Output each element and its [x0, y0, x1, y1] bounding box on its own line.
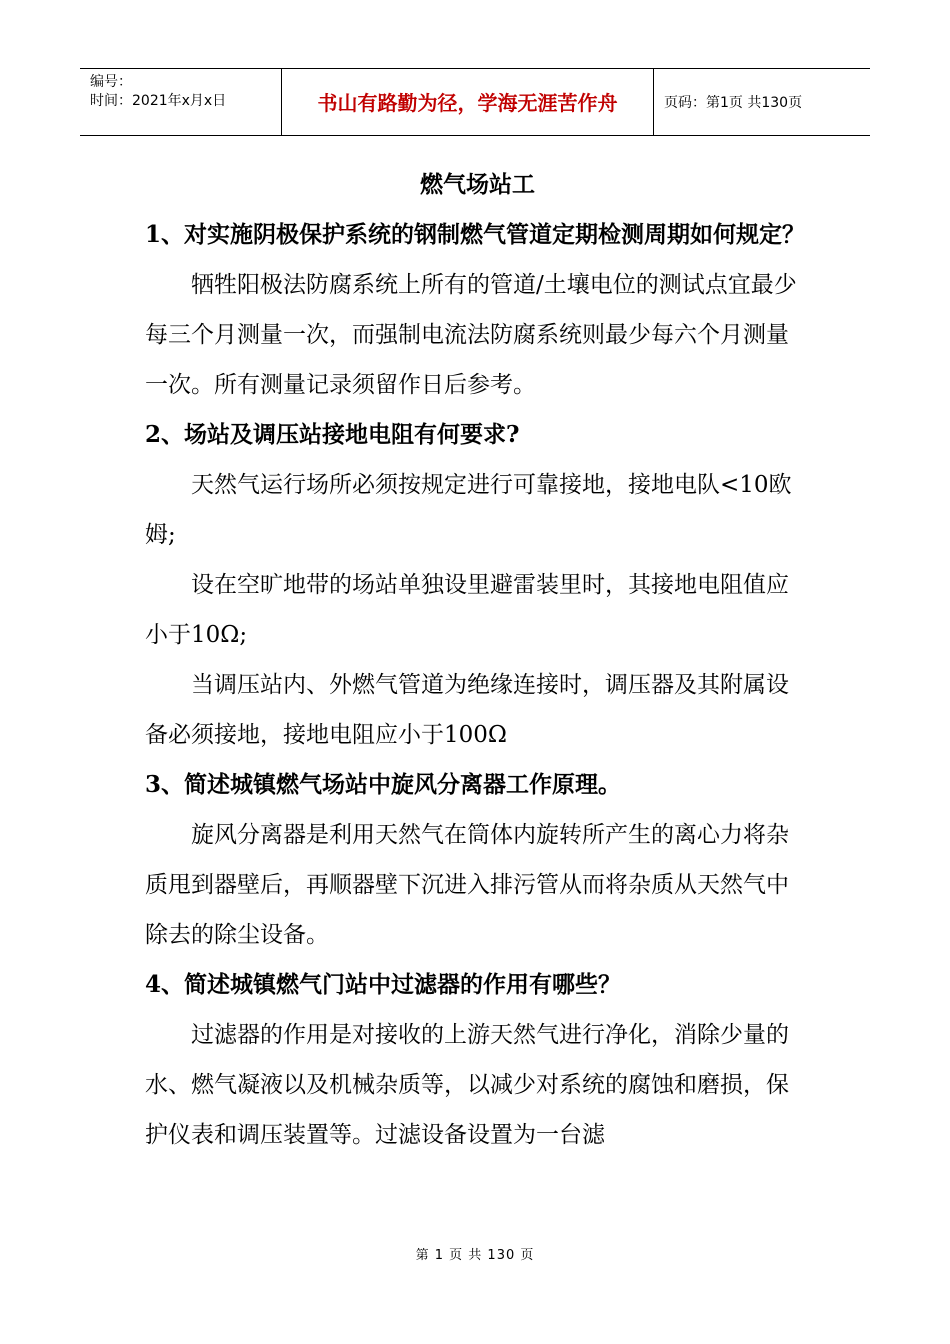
- header-date: 时间：2021年x月x日: [90, 93, 227, 109]
- question-1: 1、对实施阴极保护系统的钢制燃气管道定期检测周期如何规定？: [145, 221, 806, 248]
- question-3: 3、简述城镇燃气场站中旋风分离器工作原理。: [145, 771, 622, 798]
- header-motto: 书山有路勤为径，学海无涯苦作舟: [317, 91, 618, 115]
- answer-3-paragraph-1: 旋风分离器是利用天然气在筒体内旋转所产生的离心力将杂质甩到器壁后，再顺器壁下沉进入排污管从而将杂质从天然气中除去的除尘设备。: [145, 822, 789, 948]
- page-header: [80, 68, 870, 136]
- header-page-info: 页码：第1页 共130页: [664, 95, 803, 111]
- answer-4-paragraph-1: 过滤器的作用是对接收的上游天然气进行净化，消除少量的水、燃气凝液以及机械杂质等，以减少对系统的腐蚀和磨损，保护仪表和调压装置等。过滤设备设置为一台滤: [145, 1022, 789, 1148]
- document-body: [145, 160, 810, 1160]
- question-4: 4、简述城镇燃气门站中过滤器的作用有哪些？: [145, 971, 622, 998]
- page-footer: 第 1 页 共 130 页: [415, 1248, 535, 1263]
- answer-2-paragraph-2: 设在空旷地带的场站单独设里避雷装里时，其接地电阻值应小于10Ω;: [145, 572, 789, 648]
- question-2: 2、场站及调压站接地电阻有何要求?: [145, 421, 520, 448]
- header-meta: [80, 69, 282, 135]
- answer-1-paragraph-1: 牺牲阳极法防腐系统上所有的管道/土壤电位的测试点宜最少每三个月测量一次，而强制电流法防腐系统则最少每六个月测量一次。所有测量记录须留作日后参考。: [145, 272, 797, 398]
- answer-2-paragraph-3: 当调压站内、外燃气管道为绝缘连接时，调压器及其附属设备必须接地，接地电阻应小于100Ω: [145, 672, 789, 748]
- doc-title: 燃气场站工: [420, 171, 535, 198]
- header-motto-cell: [282, 69, 654, 135]
- header-code: 编号：: [90, 74, 132, 90]
- answer-2-paragraph-1: 天然气运行场所必须按规定进行可靠接地，接地电队<10欧姆;: [145, 472, 792, 548]
